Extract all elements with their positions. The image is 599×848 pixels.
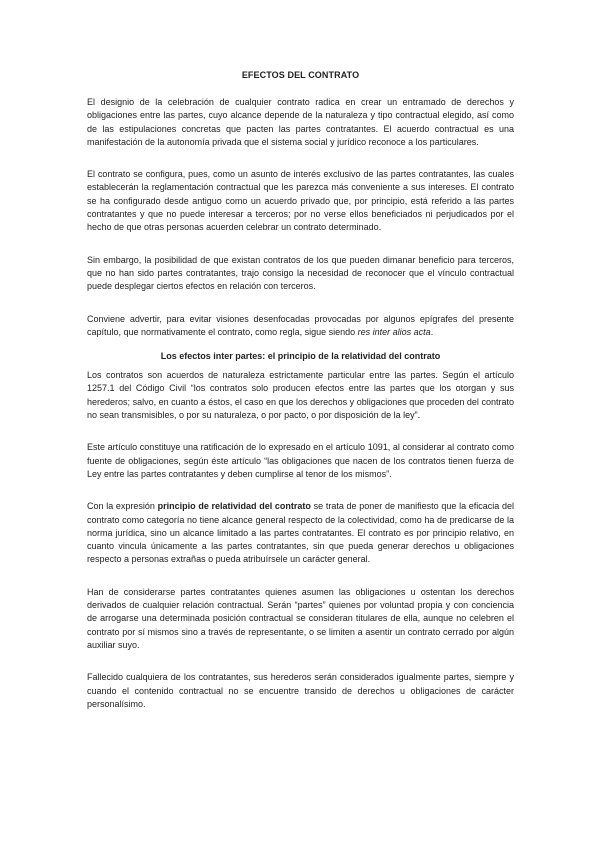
paragraph-partes-contratantes: Han de considerarse partes contratantes quienes asumen las obligaciones u ostentan los derechos derivados de cualquier relación contractual. Serán “partes” quienes por voluntad propia y con conciencia de arrogarse una determinada posición contractual se consideran titulares de ella, aunque no celebren el contrato por sí mismos sino a través de representante, o se limiten a asentir un contrato cerrado por algún auxiliar suyo. <box>87 586 514 650</box>
paragraph-relatividad-start: Con la expresión <box>87 501 158 512</box>
paragraph-configura: El contrato se configura, pues, como un asunto de interés exclusivo de las partes contratantes, las cuales establecerán la reglamentación contractual que les parezca más conveniente a sus intereses. El contrato se ha configurado desde antiguo como un acuerdo privado que, por principio, está referido a las partes contratantes y que no puede interesar a terceros; por no verse ellos beneficiados ni perjudicados por el hecho de que otras personas acuerden celebrar un contrato determinado. <box>87 169 514 233</box>
paragraph-sin-embargo: Sin embargo, la posibilidad de que existan contratos de los que pueden dimanar beneficio para terceros, que no han sido partes contratantes, trajo consigo la necesidad de reconocer que el vínculo contractual puede desplegar ciertos efectos en relación con terceros. <box>87 254 514 292</box>
document-title: EFECTOS DEL CONTRATO <box>241 70 360 80</box>
paragraph-fallecido: Fallecido cualquiera de los contratantes, sus herederos serán considerados igualmente partes, siempre y cuando el contenido contractual no se encuentre transido de derechos u obligaciones de carácter personalísimo. <box>87 672 514 709</box>
paragraph-conviene-end: . <box>430 326 434 337</box>
res-inter-alios-acta: res inter alios acta <box>357 326 431 337</box>
paragraph-contratos-acuerdos: Los contratos son acuerdos de naturaleza estrictamente particular entre las partes. Según el artículo 1257.1 del Código Civil “los contratos solo producen efectos entre las partes que los otorgan y sus herederos; salvo, en cuanto a éstos, el caso en que los derechos y obligaciones que proceden del contrato no sean transmisibles, o por su naturaleza, o por pacto, o por disposición de la ley”. <box>87 370 514 421</box>
paragraph-designio: El designio de la celebración de cualquier contrato radica en crear un entramado de derechos y obligaciones entre las partes, cuyo alcance depende de la naturaleza y tipo contractual elegido, así como de las estipulaciones concretas que pacten las partes contratantes. El acuerdo contractual es una manifestación de la autonomía privada que el sistema social y jurídico reconoce a los particulares. <box>87 97 514 147</box>
section-subtitle: Los efectos inter partes: el principio de la relatividad del contrato <box>160 351 441 362</box>
document-body <box>87 70 514 730</box>
paragraph-conviene <box>87 313 514 340</box>
paragraph-ratificacion: Este artículo constituye una ratificación de lo expresado en el artículo 1091, al considerar al contrato como fuente de obligaciones, según éste artículo “las obligaciones que nacen de los contratos tienen fuerza de Ley entre las partes contratantes y deben cumplirse al tenor de los mismos”. <box>87 442 514 479</box>
paragraph-conviene-text: Conviene advertir, para evitar visiones desenfocadas provocadas por algunos epígrafes del presente capítulo, que normativamente el contrato, como regla, sigue siendo <box>87 313 514 337</box>
paragraph-relatividad-rest: se trata de poner de manifiesto que la eficacia del contrato como categoría no tiene alcance general respecto de la colectividad, como ha de predicarse de la norma jurídica, sino un alcance limitado a las partes contratantes. El contrato es por principio relativo, en cuanto vincula únicamente a las partes contratantes, sin que pueda generar derechos u obligaciones respecto a personas extrañas o pueda atribuírsele un carácter general. <box>87 501 515 565</box>
principio-relatividad-term: principio de relatividad del contrato <box>157 501 311 512</box>
paragraph-relatividad <box>87 500 514 566</box>
